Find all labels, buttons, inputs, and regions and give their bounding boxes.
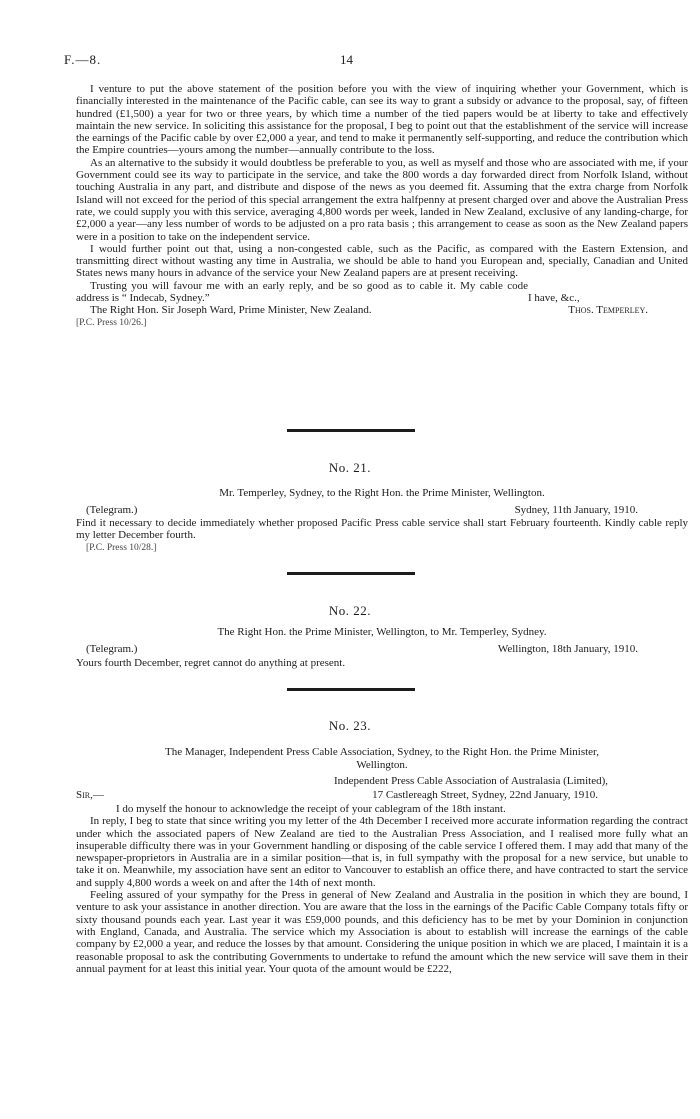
divider — [287, 572, 415, 575]
telegram-body — [76, 517, 688, 554]
telegram-label: (Telegram.) — [86, 643, 138, 655]
telegram-row — [76, 643, 688, 655]
sender-address: Independent Press Cable Association of Australasia (Limited), — [333, 775, 608, 787]
divider — [287, 429, 415, 432]
paragraph: I venture to put the above statement of the position before you with the view of inquiring whether your Government, which is financially interested in the maintenance of the Pacific cable, can see its way to grant a subsidy or advance to the proposal, say, of fifteen hundred (£1,500) a year for two or three years, by which time a number of the tied papers would be at liberty to take and effectively maintain the new service. In soliciting this assistance for the proposal, I beg to point out that the establishment of the service will increase the earnings of the Pacific cable by over £2,000 a year, and tend to make it permanently self-supporting, and reduce the contribution which the Empire countries—yours among the number—annually contribute to the loss. — [76, 83, 688, 157]
telegram-body — [76, 657, 688, 669]
paragraph: Find it necessary to decide immediately whether proposed Pacific Press cable service shall start February fourteenth. Kindly cable reply my letter December fourth. — [76, 517, 688, 542]
document-heading: Mr. Temperley, Sydney, to the Right Hon. the Prime Minister, Wellington. — [219, 487, 545, 499]
reference: [P.C. Press 10/28.] — [86, 542, 157, 553]
salutation: Sir,— — [76, 789, 104, 801]
letter-body — [76, 803, 688, 975]
sender-street: 17 Castlereagh Street, Sydney, 22nd January, 1910. — [372, 789, 598, 801]
paragraph: Yours fourth December, regret cannot do anything at present. — [76, 657, 346, 669]
document-number: No. 22. — [328, 603, 372, 618]
signature: Thos. Temperley. — [568, 304, 648, 317]
paragraph: Trusting you will favour me with an early reply, and be so good as to cable it. My cable code address is “ Indecab, Sydney.” — [76, 279, 528, 305]
document-code: F.—8. — [64, 52, 102, 67]
paragraph: I do myself the honour to acknowledge the receipt of your cablegram of the 18th instant. — [116, 803, 506, 815]
dateline: Wellington, 18th January, 1910. — [497, 643, 638, 655]
telegram-row — [76, 504, 688, 516]
paragraph: I would further point out that, using a non-congested cable, such as the Pacific, as compared with the Eastern Extension, and transmitting direct without wasting any time in Australia, we should be able to hand you European and, specially, Canadian and United States news many hours in advance of the service your New Zealand papers are at present receiving. — [76, 242, 688, 280]
salutation-row — [76, 789, 688, 801]
closing: I have, &c., — [528, 292, 580, 305]
previous-letter — [76, 83, 688, 329]
closing-row — [76, 280, 688, 305]
addressee-row — [76, 304, 688, 316]
paragraph: In reply, I beg to state that since writing you my letter of the 4th December I received more accurate information regarding the contract under which the associated papers of New Zealand are tied to the Australian Press Association, and I realised more fully what an insuperable difficulty there was in your Government handling or disposing of the cable service I offered them. I may add that many of the newspaper-proprietors in Australia are in a similar position—that is, in full sympathy with the proposal for a new service, but unable to take it on. Meanwhile, my association have sent an editor to Vancouver to establish an office there, and have contracted to start the service and supply 4,800 words a week on and after the 14th of next month. — [76, 815, 688, 889]
document-number: No. 21. — [328, 460, 372, 475]
paragraph: Feeling assured of your sympathy for the Press in general of New Zealand and Australia in the position in which they are bound, I venture to ask your assistance in another direction. You are aware that the loss in the earnings of the Pacific Cable Company totals fifty or sixty thousand pounds each year. Last year it was £59,000 pounds, and this deficiency has to be met by your Dominion in conjunction with England, Canada, and Australia. The service which my Association is about to establish will increase the earnings of the cable company by £2,000 a year, and reduce the losses by that amount. Considering the unique position in which we are placed, I maintain it is a reasonable proposal to ask the contributing Governments to undertake to refund the amount which the new service will save them in their annual payment for at least this initial year. Your quota of the amount would be £222, — [76, 889, 688, 975]
document-number: No. 23. — [328, 718, 372, 733]
divider — [287, 688, 415, 691]
document-heading: The Manager, Independent Press Cable Association, Sydney, to the Right Hon. the Prime Minister, — [164, 746, 600, 758]
addressee: The Right Hon. Sir Joseph Ward, Prime Minister, New Zealand. — [90, 304, 372, 317]
dateline: Sydney, 11th January, 1910. — [514, 504, 638, 516]
address-row — [76, 775, 688, 787]
page-number: 14 — [340, 52, 353, 67]
document-heading-continued: Wellington. — [356, 759, 408, 771]
document-heading: The Right Hon. the Prime Minister, Wellington, to Mr. Temperley, Sydney. — [217, 626, 547, 638]
telegram-label: (Telegram.) — [86, 504, 138, 516]
paragraph: As an alternative to the subsidy it would doubtless be preferable to you, as well as myself and those who are associated with me, if your Government could see its way to participate in the service, and take the 800 words a day forwarded direct from Norfolk Island, without touching Australia in any part, and distribute and dispose of the news as you deemed fit. Assuming that the extra charge from Norfolk Island will not exceed for the period of this special arrangement the extra halfpenny at present charged over and above the Australian Press rate, we could supply you with this service, averaging 4,800 words per week, landed in New Zealand, exclusive of any landing-charge, for £2,000 a year—any less number of words to be adjusted on a pro rata basis ; this arrangement to cease as soon as the New Zealand papers were in a position to take on the independent service. — [76, 156, 688, 243]
reference: [P.C. Press 10/26.] — [76, 317, 147, 328]
